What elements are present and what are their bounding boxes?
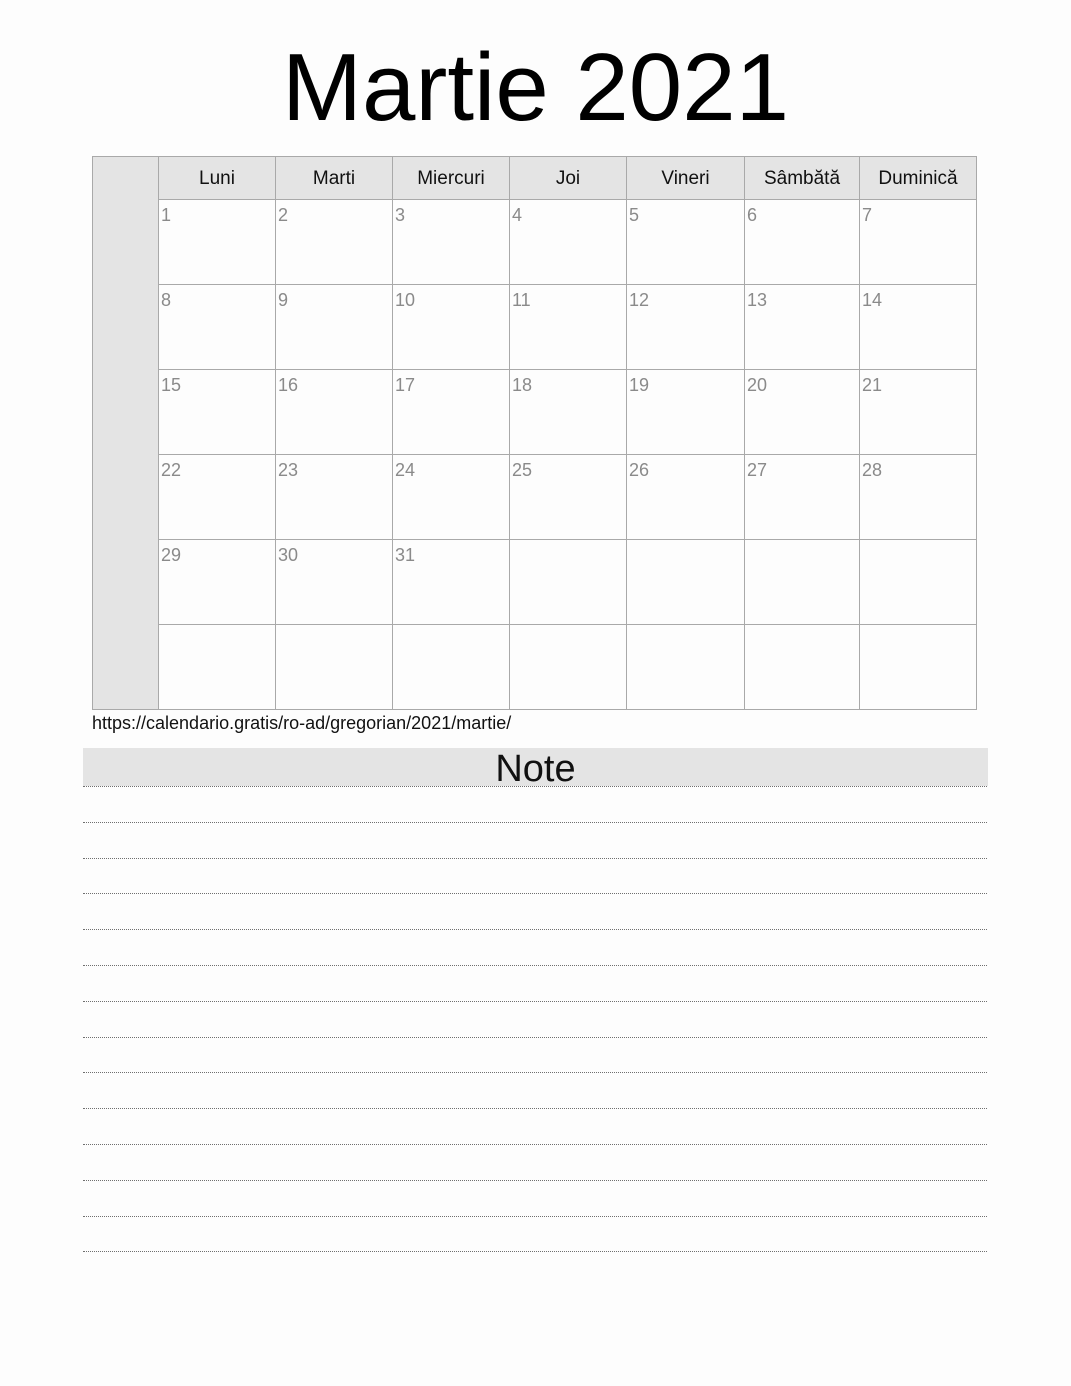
day-cell <box>509 540 626 625</box>
day-number: 1 <box>161 205 172 225</box>
day-number: 8 <box>161 290 172 310</box>
day-number: 23 <box>278 460 299 480</box>
month-grid <box>158 157 976 709</box>
note-line <box>83 858 987 859</box>
day-number: 12 <box>629 290 650 310</box>
day-number: 16 <box>278 375 299 395</box>
day-cell <box>859 370 976 455</box>
note-line <box>83 1144 987 1145</box>
week-number-column <box>93 157 159 709</box>
day-number: 3 <box>395 205 406 225</box>
day-number: 30 <box>278 545 299 565</box>
day-cell <box>744 455 859 540</box>
note-line <box>83 893 987 894</box>
day-number: 4 <box>512 205 523 225</box>
day-cell <box>275 200 392 285</box>
day-cell <box>859 200 976 285</box>
note-line <box>83 1037 987 1038</box>
day-number: 28 <box>862 460 883 480</box>
day-cell <box>275 625 392 709</box>
note-line <box>83 929 987 930</box>
day-number: 20 <box>747 375 768 395</box>
day-cell <box>158 455 275 540</box>
note-line <box>83 1251 987 1252</box>
day-number: 31 <box>395 545 416 565</box>
day-cell <box>744 625 859 709</box>
day-cell <box>859 285 976 370</box>
day-cell <box>275 455 392 540</box>
page-title: Martie 2021 <box>282 34 789 141</box>
day-number: 26 <box>629 460 650 480</box>
day-number: 29 <box>161 545 182 565</box>
day-cell <box>392 625 509 709</box>
day-cell <box>744 285 859 370</box>
day-number: 6 <box>747 205 758 225</box>
source-url: https://calendario.gratis/ro-ad/gregorian/2021/martie/ <box>92 713 512 733</box>
day-cell <box>275 285 392 370</box>
weekday-header: Luni <box>158 157 275 200</box>
day-cell <box>626 540 744 625</box>
day-number: 7 <box>862 205 873 225</box>
day-number: 17 <box>395 375 416 395</box>
day-cell <box>859 540 976 625</box>
note-line <box>83 786 987 787</box>
day-cell <box>859 625 976 709</box>
day-cell <box>158 370 275 455</box>
day-cell <box>158 625 275 709</box>
day-cell <box>626 625 744 709</box>
day-cell <box>744 200 859 285</box>
day-number: 5 <box>629 205 640 225</box>
day-cell <box>158 285 275 370</box>
day-number: 13 <box>747 290 768 310</box>
day-cell <box>509 625 626 709</box>
note-line <box>83 1180 987 1181</box>
day-cell <box>158 200 275 285</box>
day-number: 27 <box>747 460 768 480</box>
day-number: 15 <box>161 375 182 395</box>
day-number: 14 <box>862 290 883 310</box>
day-number: 24 <box>395 460 416 480</box>
notes-title: Note <box>83 748 988 786</box>
day-cell <box>509 200 626 285</box>
note-line <box>83 1216 987 1217</box>
weekday-header: Joi <box>509 157 626 200</box>
note-line <box>83 965 987 966</box>
day-number: 11 <box>512 290 531 310</box>
day-cell <box>392 370 509 455</box>
weekday-header: Duminică <box>859 157 976 200</box>
day-cell <box>744 370 859 455</box>
day-cell <box>626 200 744 285</box>
day-cell <box>392 285 509 370</box>
weekday-header: Sâmbătă <box>744 157 859 200</box>
note-line <box>83 822 987 823</box>
weekday-header: Miercuri <box>392 157 509 200</box>
day-cell <box>626 285 744 370</box>
day-cell <box>626 370 744 455</box>
day-number: 18 <box>512 375 533 395</box>
day-cell <box>275 370 392 455</box>
day-number: 10 <box>395 290 416 310</box>
day-number: 2 <box>278 205 289 225</box>
day-cell <box>509 370 626 455</box>
weekday-header: Vineri <box>626 157 744 200</box>
weekday-header: Marti <box>275 157 392 200</box>
day-cell <box>744 540 859 625</box>
day-cell <box>275 540 392 625</box>
day-cell <box>509 285 626 370</box>
day-number: 19 <box>629 375 650 395</box>
note-line <box>83 1108 987 1109</box>
day-number: 9 <box>278 290 289 310</box>
day-number: 21 <box>862 375 883 395</box>
day-cell <box>392 455 509 540</box>
day-number: 25 <box>512 460 533 480</box>
calendar-grid <box>92 156 977 710</box>
day-cell <box>158 540 275 625</box>
day-cell <box>392 200 509 285</box>
day-cell <box>626 455 744 540</box>
day-cell <box>509 455 626 540</box>
day-number: 22 <box>161 460 182 480</box>
note-line <box>83 1072 987 1073</box>
day-cell <box>859 455 976 540</box>
note-line <box>83 1001 987 1002</box>
day-cell <box>392 540 509 625</box>
